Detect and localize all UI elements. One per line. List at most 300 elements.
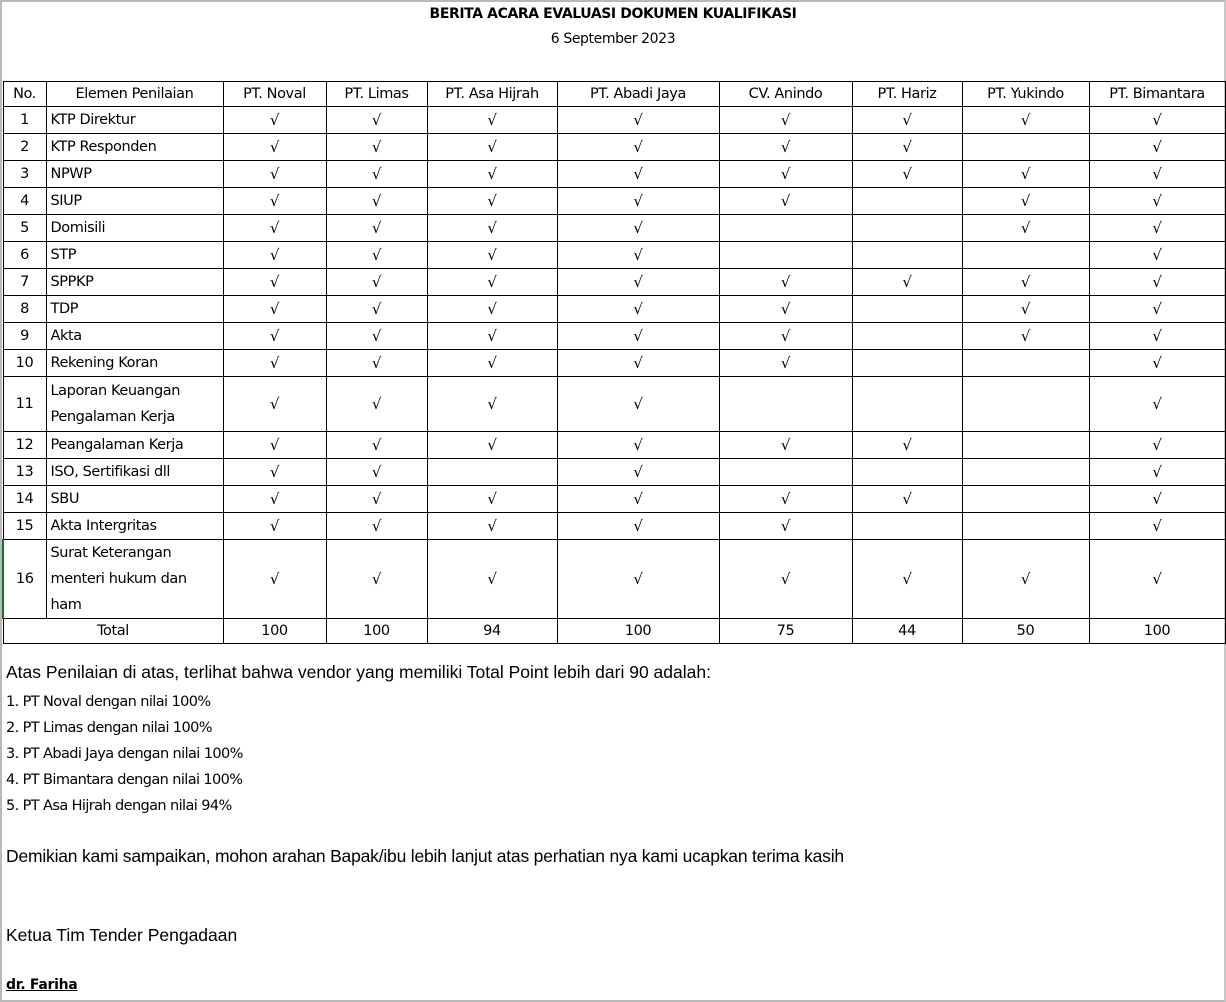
- table-row: [3, 540, 1225, 619]
- qualified-vendor-item: 5. PT Asa Hijrah dengan nilai 94%: [6, 798, 232, 814]
- check-mark-cell: [557, 188, 719, 215]
- check-mark-icon: √: [269, 192, 280, 210]
- check-mark-cell: [223, 188, 326, 215]
- check-mark-icon: √: [269, 300, 280, 318]
- check-mark-icon: √: [269, 395, 280, 413]
- row-number: 16: [3, 540, 46, 619]
- check-mark-icon: √: [780, 273, 791, 291]
- element-name-line: ISO, Sertifikasi dll: [50, 464, 171, 480]
- check-mark-cell: [326, 107, 427, 134]
- check-mark-icon: √: [487, 219, 497, 237]
- check-mark-cell: [223, 161, 326, 188]
- table-row: [3, 513, 1225, 540]
- check-mark-icon: √: [1152, 517, 1162, 535]
- empty-cell: [962, 134, 1089, 161]
- check-mark-icon: √: [1020, 192, 1031, 210]
- check-mark-cell: [852, 432, 962, 459]
- check-mark-icon: √: [487, 327, 497, 345]
- element-name-line: SPPKP: [50, 274, 94, 290]
- check-mark-icon: √: [371, 436, 382, 454]
- element-name-line: Akta Intergritas: [50, 518, 157, 534]
- check-mark-cell: [427, 432, 557, 459]
- header-vendor: PT. Yukindo: [962, 82, 1089, 107]
- check-mark-icon: √: [1152, 395, 1162, 413]
- check-mark-cell: [427, 350, 557, 377]
- check-mark-cell: [1089, 540, 1225, 619]
- element-name-line: Peangalaman Kerja: [50, 437, 184, 453]
- header-vendor: PT. Bimantara: [1089, 82, 1225, 107]
- qualified-vendor-item: 2. PT Limas dengan nilai 100%: [6, 720, 212, 736]
- check-mark-icon: √: [487, 570, 497, 588]
- empty-cell: [852, 513, 962, 540]
- check-mark-icon: √: [269, 327, 280, 345]
- check-mark-icon: √: [371, 246, 382, 264]
- check-mark-cell: [1089, 134, 1225, 161]
- signer-name: dr. Fariha: [6, 977, 78, 993]
- element-name: [46, 513, 223, 540]
- header-element: Elemen Penilaian: [46, 82, 223, 107]
- check-mark-icon: √: [902, 138, 912, 156]
- check-mark-icon: √: [633, 219, 643, 237]
- check-mark-cell: [1089, 296, 1225, 323]
- check-mark-icon: √: [780, 111, 791, 129]
- check-mark-cell: [223, 432, 326, 459]
- check-mark-icon: √: [1020, 219, 1031, 237]
- check-mark-icon: √: [633, 192, 643, 210]
- check-mark-icon: √: [633, 517, 643, 535]
- check-mark-cell: [719, 540, 852, 619]
- check-mark-cell: [326, 269, 427, 296]
- check-mark-cell: [1089, 323, 1225, 350]
- check-mark-cell: [557, 432, 719, 459]
- row-number: 12: [3, 432, 46, 459]
- row-number: 7: [3, 269, 46, 296]
- element-name: [46, 540, 223, 619]
- check-mark-icon: √: [1152, 246, 1162, 264]
- check-mark-cell: [557, 350, 719, 377]
- check-mark-icon: √: [371, 111, 382, 129]
- row-number: 2: [3, 134, 46, 161]
- check-mark-cell: [223, 323, 326, 350]
- check-mark-cell: [427, 513, 557, 540]
- check-mark-cell: [852, 107, 962, 134]
- row-number: 10: [3, 350, 46, 377]
- check-mark-icon: √: [371, 192, 382, 210]
- check-mark-cell: [719, 161, 852, 188]
- check-mark-cell: [557, 134, 719, 161]
- check-mark-icon: √: [780, 517, 791, 535]
- check-mark-icon: √: [371, 395, 382, 413]
- check-mark-icon: √: [487, 273, 497, 291]
- check-mark-icon: √: [780, 165, 791, 183]
- check-mark-icon: √: [371, 300, 382, 318]
- check-mark-cell: [557, 323, 719, 350]
- check-mark-cell: [427, 107, 557, 134]
- check-mark-cell: [223, 540, 326, 619]
- element-name-line: NPWP: [50, 166, 92, 182]
- check-mark-cell: [427, 188, 557, 215]
- element-name: [46, 432, 223, 459]
- check-mark-icon: √: [269, 165, 280, 183]
- check-mark-cell: [962, 323, 1089, 350]
- check-mark-icon: √: [780, 436, 791, 454]
- check-mark-icon: √: [902, 165, 912, 183]
- check-mark-icon: √: [633, 111, 643, 129]
- check-mark-icon: √: [371, 354, 382, 372]
- check-mark-icon: √: [633, 246, 643, 264]
- check-mark-cell: [852, 269, 962, 296]
- qualified-vendor-item: 4. PT Bimantara dengan nilai 100%: [6, 772, 243, 788]
- empty-cell: [852, 459, 962, 486]
- header-vendor: PT. Hariz: [852, 82, 962, 107]
- check-mark-cell: [1089, 459, 1225, 486]
- check-mark-cell: [1089, 486, 1225, 513]
- row-number: 9: [3, 323, 46, 350]
- element-name-line: Akta: [50, 328, 82, 344]
- check-mark-cell: [223, 269, 326, 296]
- check-mark-cell: [427, 215, 557, 242]
- row-number: 13: [3, 459, 46, 486]
- table-row: [3, 242, 1225, 269]
- check-mark-cell: [326, 540, 427, 619]
- check-mark-cell: [719, 350, 852, 377]
- element-name-line: STP: [50, 247, 77, 263]
- check-mark-cell: [557, 269, 719, 296]
- element-name: [46, 161, 223, 188]
- element-name-line: SBU: [50, 491, 80, 507]
- empty-cell: [962, 377, 1089, 432]
- check-mark-icon: √: [633, 165, 643, 183]
- check-mark-icon: √: [1020, 327, 1031, 345]
- check-mark-icon: √: [487, 300, 497, 318]
- table-row: [3, 486, 1225, 513]
- check-mark-icon: √: [633, 273, 643, 291]
- check-mark-cell: [557, 215, 719, 242]
- total-value: 50: [962, 619, 1089, 644]
- table-row: [3, 459, 1225, 486]
- check-mark-icon: √: [371, 165, 382, 183]
- element-name: [46, 242, 223, 269]
- table-row: [3, 323, 1225, 350]
- check-mark-icon: √: [371, 490, 382, 508]
- element-name-line: menteri hukum dan: [50, 571, 187, 587]
- check-mark-icon: √: [371, 570, 382, 588]
- check-mark-icon: √: [902, 570, 912, 588]
- qualified-vendor-item: 1. PT Noval dengan nilai 100%: [6, 694, 211, 710]
- header-vendor: PT. Asa Hijrah: [427, 82, 557, 107]
- check-mark-icon: √: [487, 517, 497, 535]
- check-mark-cell: [962, 188, 1089, 215]
- empty-cell: [719, 215, 852, 242]
- total-value: 75: [719, 619, 852, 644]
- check-mark-icon: √: [1152, 463, 1162, 481]
- check-mark-icon: √: [371, 273, 382, 291]
- header-vendor: CV. Anindo: [719, 82, 852, 107]
- check-mark-cell: [223, 242, 326, 269]
- check-mark-cell: [326, 513, 427, 540]
- empty-cell: [427, 459, 557, 486]
- check-mark-icon: √: [780, 300, 791, 318]
- row-number: 8: [3, 296, 46, 323]
- element-name-line: KTP Direktur: [50, 112, 136, 128]
- element-name: [46, 134, 223, 161]
- check-mark-icon: √: [371, 327, 382, 345]
- check-mark-cell: [962, 269, 1089, 296]
- check-mark-cell: [962, 215, 1089, 242]
- table-row: [3, 134, 1225, 161]
- element-name-line: SIUP: [50, 193, 82, 209]
- check-mark-cell: [719, 188, 852, 215]
- check-mark-cell: [223, 134, 326, 161]
- check-mark-icon: √: [487, 395, 497, 413]
- element-name: [46, 296, 223, 323]
- check-mark-icon: √: [1152, 273, 1162, 291]
- check-mark-cell: [962, 161, 1089, 188]
- check-mark-cell: [719, 323, 852, 350]
- empty-cell: [719, 377, 852, 432]
- check-mark-icon: √: [1020, 273, 1031, 291]
- row-number: 15: [3, 513, 46, 540]
- check-mark-icon: √: [269, 273, 280, 291]
- empty-cell: [962, 459, 1089, 486]
- table-row: [3, 296, 1225, 323]
- element-name-line: TDP: [50, 301, 79, 317]
- check-mark-cell: [557, 513, 719, 540]
- empty-cell: [852, 188, 962, 215]
- check-mark-icon: √: [1152, 300, 1162, 318]
- total-row: [3, 619, 1225, 644]
- element-name-line: Surat Keterangan: [50, 545, 172, 561]
- table-row: [3, 350, 1225, 377]
- check-mark-cell: [326, 432, 427, 459]
- check-mark-icon: √: [633, 436, 643, 454]
- element-name: [46, 269, 223, 296]
- check-mark-cell: [326, 459, 427, 486]
- check-mark-cell: [223, 296, 326, 323]
- empty-cell: [962, 432, 1089, 459]
- check-mark-cell: [852, 134, 962, 161]
- check-mark-cell: [326, 323, 427, 350]
- check-mark-cell: [427, 540, 557, 619]
- element-name: [46, 486, 223, 513]
- check-mark-icon: √: [1152, 192, 1162, 210]
- check-mark-cell: [427, 134, 557, 161]
- check-mark-icon: √: [371, 138, 382, 156]
- total-label: Total: [3, 619, 223, 644]
- row-number: 3: [3, 161, 46, 188]
- empty-cell: [962, 350, 1089, 377]
- check-mark-icon: √: [902, 273, 912, 291]
- check-mark-cell: [557, 540, 719, 619]
- document-date: 6 September 2023: [550, 31, 676, 47]
- empty-cell: [719, 242, 852, 269]
- check-mark-cell: [1089, 269, 1225, 296]
- check-mark-icon: √: [269, 354, 280, 372]
- check-mark-icon: √: [633, 300, 643, 318]
- check-mark-icon: √: [269, 246, 280, 264]
- element-name: [46, 350, 223, 377]
- table-row: [3, 377, 1225, 432]
- check-mark-icon: √: [269, 111, 280, 129]
- check-mark-cell: [427, 486, 557, 513]
- check-mark-icon: √: [487, 111, 497, 129]
- table-row: [3, 188, 1225, 215]
- element-name: [46, 323, 223, 350]
- check-mark-cell: [1089, 350, 1225, 377]
- check-mark-cell: [326, 134, 427, 161]
- header-vendor: PT. Abadi Jaya: [557, 82, 719, 107]
- element-name-line: Rekening Koran: [50, 355, 158, 371]
- check-mark-cell: [1089, 242, 1225, 269]
- total-value: 100: [326, 619, 427, 644]
- table-row: [3, 161, 1225, 188]
- check-mark-cell: [962, 107, 1089, 134]
- element-name: [46, 215, 223, 242]
- element-name-line: Domisili: [50, 220, 106, 236]
- total-value: 44: [852, 619, 962, 644]
- table-header-row: [3, 82, 1225, 107]
- element-name: [46, 459, 223, 486]
- check-mark-icon: √: [1152, 165, 1162, 183]
- row-number: 4: [3, 188, 46, 215]
- check-mark-cell: [326, 296, 427, 323]
- document-title: BERITA ACARA EVALUASI DOKUMEN KUALIFIKASI: [429, 6, 797, 22]
- check-mark-cell: [326, 350, 427, 377]
- total-value: 100: [557, 619, 719, 644]
- check-mark-icon: √: [1152, 138, 1162, 156]
- check-mark-icon: √: [487, 138, 497, 156]
- qualified-vendor-list: [6, 689, 243, 819]
- check-mark-icon: √: [780, 490, 791, 508]
- table-row: [3, 432, 1225, 459]
- check-mark-cell: [1089, 107, 1225, 134]
- element-name-line: KTP Responden: [50, 139, 157, 155]
- check-mark-icon: √: [780, 570, 791, 588]
- element-name-line: Pengalaman Kerja: [50, 409, 175, 425]
- check-mark-cell: [719, 269, 852, 296]
- element-name: [46, 107, 223, 134]
- check-mark-icon: √: [269, 570, 280, 588]
- check-mark-cell: [223, 215, 326, 242]
- check-mark-icon: √: [633, 463, 643, 481]
- table-row: [3, 269, 1225, 296]
- check-mark-icon: √: [487, 490, 497, 508]
- row-number: 1: [3, 107, 46, 134]
- check-mark-icon: √: [633, 138, 643, 156]
- check-mark-icon: √: [633, 327, 643, 345]
- check-mark-icon: √: [487, 436, 497, 454]
- check-mark-cell: [223, 377, 326, 432]
- element-name: [46, 188, 223, 215]
- check-mark-cell: [427, 269, 557, 296]
- check-mark-icon: √: [780, 327, 791, 345]
- signer-role: Ketua Tim Tender Pengadaan: [6, 925, 238, 945]
- check-mark-icon: √: [269, 490, 280, 508]
- evaluation-table: [2, 81, 1226, 644]
- check-mark-cell: [962, 296, 1089, 323]
- check-mark-icon: √: [902, 436, 912, 454]
- check-mark-icon: √: [780, 192, 791, 210]
- check-mark-cell: [326, 188, 427, 215]
- total-value: 100: [223, 619, 326, 644]
- check-mark-cell: [326, 215, 427, 242]
- check-mark-icon: √: [633, 395, 643, 413]
- check-mark-cell: [1089, 161, 1225, 188]
- check-mark-icon: √: [1152, 354, 1162, 372]
- check-mark-icon: √: [1152, 570, 1162, 588]
- check-mark-icon: √: [1152, 111, 1162, 129]
- check-mark-cell: [223, 513, 326, 540]
- empty-cell: [852, 323, 962, 350]
- table-row: [3, 215, 1225, 242]
- check-mark-cell: [223, 107, 326, 134]
- empty-cell: [852, 215, 962, 242]
- check-mark-cell: [326, 377, 427, 432]
- header-vendor: PT. Limas: [326, 82, 427, 107]
- check-mark-icon: √: [780, 354, 791, 372]
- check-mark-cell: [427, 323, 557, 350]
- check-mark-cell: [557, 377, 719, 432]
- check-mark-cell: [557, 161, 719, 188]
- check-mark-icon: √: [1152, 436, 1162, 454]
- element-name-line: Laporan Keuangan: [50, 383, 181, 399]
- check-mark-cell: [557, 107, 719, 134]
- empty-cell: [962, 486, 1089, 513]
- check-mark-icon: √: [780, 138, 791, 156]
- check-mark-icon: √: [1020, 165, 1031, 183]
- check-mark-icon: √: [269, 219, 280, 237]
- summary-intro: Atas Penilaian di atas, terlihat bahwa vendor yang memiliki Total Point lebih dari 90 adalah:: [6, 662, 711, 682]
- check-mark-icon: √: [633, 570, 643, 588]
- row-number: 6: [3, 242, 46, 269]
- check-mark-cell: [962, 540, 1089, 619]
- check-mark-icon: √: [269, 463, 280, 481]
- check-mark-icon: √: [487, 246, 497, 264]
- check-mark-cell: [1089, 215, 1225, 242]
- check-mark-cell: [852, 161, 962, 188]
- check-mark-cell: [719, 486, 852, 513]
- check-mark-icon: √: [487, 354, 497, 372]
- check-mark-icon: √: [269, 517, 280, 535]
- check-mark-icon: √: [633, 490, 643, 508]
- check-mark-icon: √: [902, 111, 912, 129]
- check-mark-icon: √: [269, 436, 280, 454]
- closing-statement: Demikian kami sampaikan, mohon arahan Bapak/ibu lebih lanjut atas perhatian nya kami ucapkan terima kasih: [6, 846, 844, 866]
- check-mark-cell: [1089, 188, 1225, 215]
- check-mark-icon: √: [269, 138, 280, 156]
- check-mark-icon: √: [1152, 219, 1162, 237]
- row-number: 5: [3, 215, 46, 242]
- check-mark-cell: [719, 296, 852, 323]
- qualified-vendor-item: 3. PT Abadi Jaya dengan nilai 100%: [6, 746, 243, 762]
- check-mark-cell: [223, 459, 326, 486]
- check-mark-icon: √: [371, 463, 382, 481]
- check-mark-cell: [223, 350, 326, 377]
- check-mark-cell: [719, 432, 852, 459]
- check-mark-cell: [427, 161, 557, 188]
- check-mark-cell: [719, 134, 852, 161]
- check-mark-cell: [223, 486, 326, 513]
- check-mark-cell: [1089, 513, 1225, 540]
- check-mark-cell: [1089, 432, 1225, 459]
- empty-cell: [852, 350, 962, 377]
- check-mark-icon: √: [1152, 490, 1162, 508]
- check-mark-icon: √: [1020, 111, 1031, 129]
- header-vendor: PT. Noval: [223, 82, 326, 107]
- row-number: 11: [3, 377, 46, 432]
- check-mark-cell: [427, 377, 557, 432]
- check-mark-cell: [326, 486, 427, 513]
